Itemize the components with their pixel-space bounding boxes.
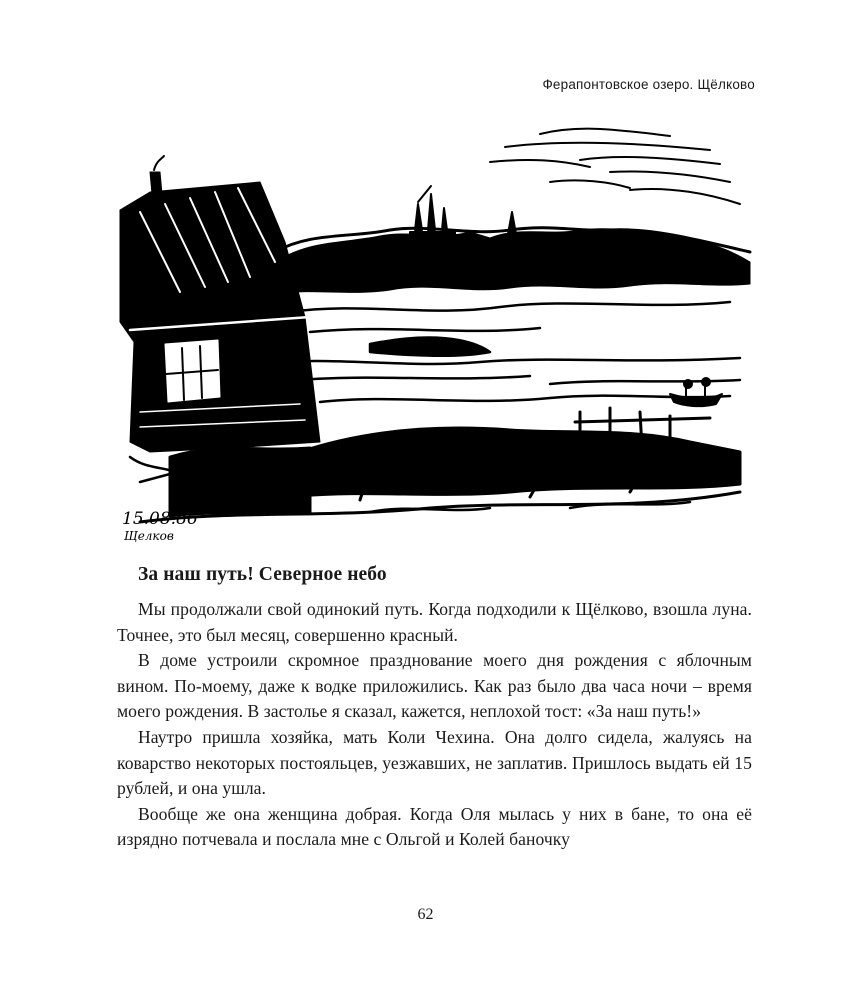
- page-number: 62: [417, 906, 434, 923]
- running-header: Ферапонтовское озеро. Щёлково: [542, 77, 755, 92]
- sky-strokes: [490, 129, 740, 204]
- signature-date-text: 15.08.86: [122, 509, 198, 529]
- paragraph: Наутро пришла хозяйка, мать Коли Чехина. Она долго сидела, жалуясь на коварство некоторых постояльцев, уезжавших, не заплатив. Пришлось выдать ей 15 рублей, и она ушла.: [117, 726, 752, 799]
- artist-signature: [122, 509, 198, 543]
- paragraph: Вообще же она женщина добрая. Когда Оля мылась у них в бане, то она её изрядно потчевала и послала мне с Ольгой и Колей баночку: [117, 803, 752, 850]
- sketch-svg: [110, 112, 760, 552]
- horizon-treeline: [275, 228, 750, 294]
- article-body: [117, 562, 752, 853]
- signature-name-text: Щелков: [124, 529, 174, 543]
- paragraph: Мы продолжали свой одинокий путь. Когда подходили к Щёлково, взошла луна. Точнее, это был месяц, совершенно красный.: [117, 599, 752, 645]
- section-title: За наш путь! Северное небо: [138, 564, 387, 585]
- paragraph: В доме устроили скромное празднование моего дня рождения с яблочным вином. По-моему, даже к водке приложились. Как раз было два часа ночи – время моего рождения. В застолье я сказал, кажется, неплохой тост: «За наш путь!»: [117, 650, 752, 722]
- lake-strokes: [280, 302, 740, 402]
- ink-sketch-illustration: [110, 112, 760, 552]
- wooden-house: [120, 156, 320, 452]
